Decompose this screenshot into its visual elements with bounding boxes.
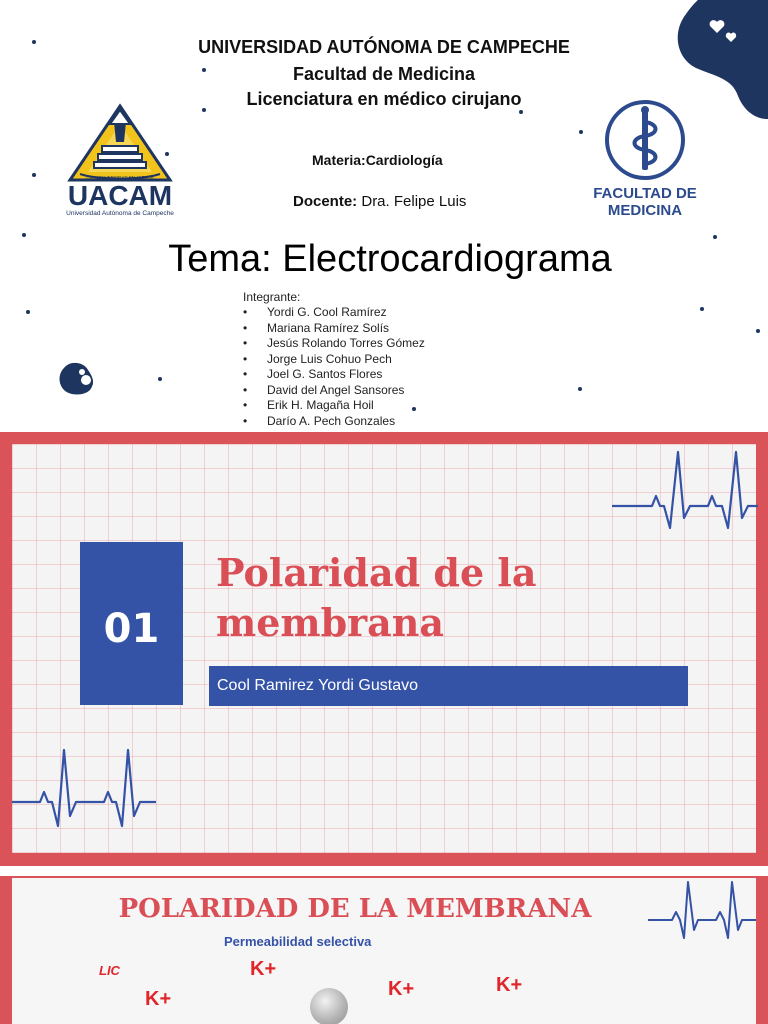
potassium-ion-label: K+ [496, 974, 523, 996]
member-item [243, 383, 425, 399]
career-name: Licenciatura en médico cirujano [246, 89, 522, 109]
uacam-logo [58, 102, 182, 218]
teacher-label: Docente: [293, 193, 358, 210]
bullet: • [243, 320, 248, 335]
member-name: Erik H. Magaña Hoil [267, 398, 374, 412]
ion-sphere-image [310, 988, 348, 1024]
ecg-line-icon [12, 746, 158, 836]
member-name: Jesús Rolando Torres Gómez [267, 336, 425, 350]
uacam-motto: UNA UNIVERSIDAD EN ALZADA [86, 175, 154, 180]
ecg-line-icon [612, 448, 758, 538]
members-list [243, 305, 425, 429]
member-item [243, 321, 425, 337]
member-item [243, 352, 425, 368]
decor-dot [158, 377, 162, 381]
members-label: Integrante: [243, 290, 301, 304]
potassium-ion-label: K+ [388, 978, 415, 1000]
subject-label: Materia: [312, 152, 366, 168]
member-name: David del Angel Sansores [267, 382, 405, 397]
content-subtitle: Permeabilidad selectiva [224, 934, 372, 949]
uacam-logo-text: UACAM [67, 180, 173, 211]
member-name: Yordi G. Cool Ramírez [267, 305, 387, 319]
university-name: UNIVERSIDAD AUTÓNOMA DE CAMPECHE [198, 37, 570, 57]
bullet: • [243, 367, 248, 381]
decor-dot [578, 387, 582, 391]
teacher-value: Dra. Felipe Luis [361, 193, 467, 210]
member-item [243, 398, 425, 414]
subject-line [312, 152, 443, 168]
faculty-medicine-logo [585, 100, 705, 220]
potassium-ion-label: K+ [145, 988, 172, 1010]
bullet: • [243, 382, 248, 397]
member-name: Mariana Ramírez Solís [267, 320, 390, 335]
decor-dot [700, 307, 704, 311]
member-name: Jorge Luis Cohuo Pech [267, 351, 392, 366]
decor-dot [32, 173, 36, 177]
uacam-logo-subtitle: Universidad Autónoma de Campeche [66, 210, 174, 217]
decor-dot [519, 110, 523, 114]
member-item [243, 414, 425, 430]
member-name: Joel G. Santos Flores [267, 367, 383, 381]
member-item [243, 367, 425, 383]
bullet: • [243, 398, 248, 412]
member-item [243, 305, 425, 321]
blob-decoration [56, 360, 96, 396]
content-title: POLARIDAD DE LA MEMBRANA [118, 894, 592, 924]
bullet: • [243, 351, 248, 366]
topic-title: Tema: Electrocardiograma [168, 238, 612, 280]
teacher-line [293, 193, 466, 210]
decor-dot [579, 130, 583, 134]
member-item [243, 336, 425, 352]
author-name: Cool Ramirez Yordi Gustavo [217, 677, 418, 694]
bullet: • [243, 336, 248, 350]
title-slide [0, 0, 768, 432]
bullet: • [243, 305, 248, 319]
section-title-line1: Polaridad de la [216, 550, 537, 595]
section-number: 01 [103, 606, 160, 652]
section-title [216, 548, 536, 648]
faculty-name: Facultad de Medicina [292, 64, 476, 84]
lic-label: LIC [99, 963, 120, 978]
faculty-logo-line2: MEDICINA [607, 202, 683, 219]
member-name: Darío A. Pech Gonzales [267, 413, 396, 428]
faculty-logo-line1: FACULTAD DE [593, 185, 697, 202]
decor-dot [756, 329, 760, 333]
potassium-ion-label: K+ [250, 958, 277, 980]
subject-value: Cardiología [365, 152, 443, 168]
section-title-line2: membrana [216, 600, 445, 645]
bullet: • [243, 413, 248, 428]
decor-dot [26, 310, 30, 314]
